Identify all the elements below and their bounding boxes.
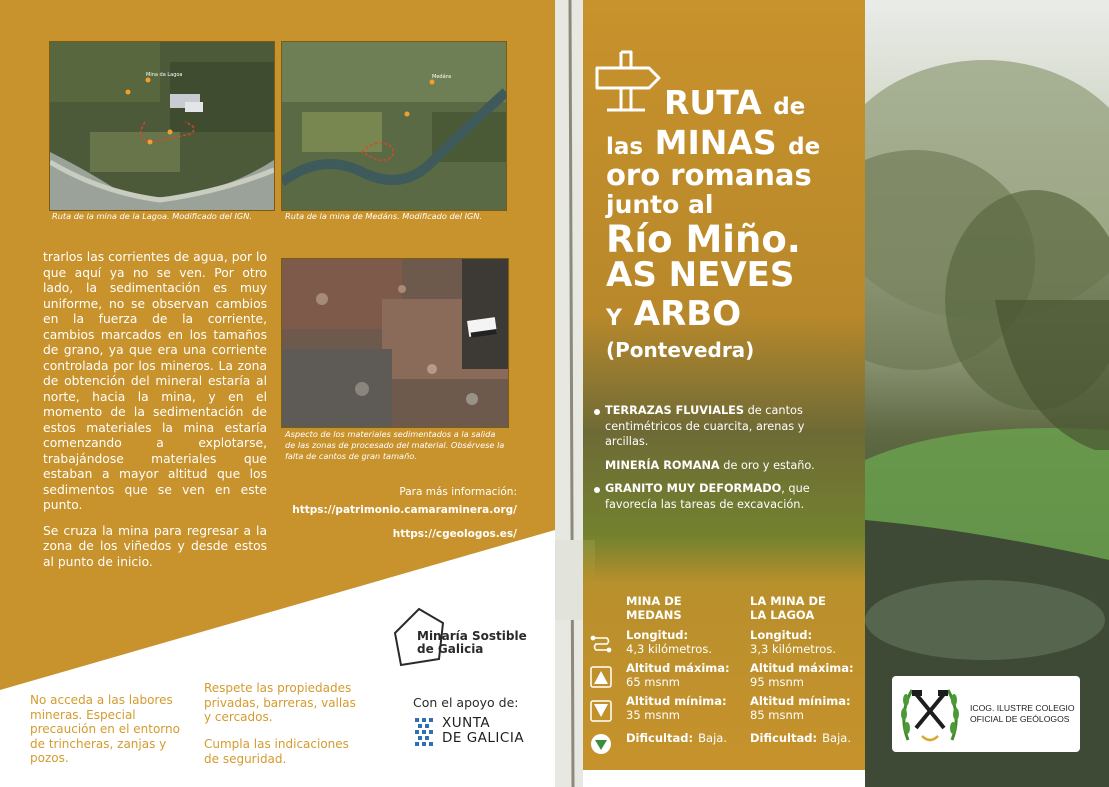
xunta-line2: DE GALICIA [442,730,525,746]
title-arbo: ARBO [633,294,742,334]
body-paragraph-1: trarlos las corrientes de agua, por lo que aquí ya no se ven. Por otro lado, la sedimentación es muy uniforme, no se observan cambios en la fuerza de la corriente, cambios marcados en los tamaños de grano, ya que era una corriente controlada por los mineros. La zona de obtención del mineral estaría al norte, hacia la mina, y en el momento de la sedimentación de estos materiales la mina estaría comenzando a explotarse, trabajándose materiales que estaban a mayor altitud que los sedimentos que se ven en este punto. [43,250,267,512]
feature-1-bold: TERRAZAS FLUVIALES [605,404,744,417]
title-de-1: de [773,94,806,120]
body-text [43,250,267,580]
minaria-logo-line2: de Galicia [417,642,484,656]
sediment-photo [281,258,509,428]
icog-line2: OFICIAL DE GEÓLOGOS [970,714,1070,724]
bullet-dot-icon [594,487,600,493]
title-y: Y [606,306,622,331]
min-altitude-icon [590,700,612,722]
xunta-line1: XUNTA [442,715,491,731]
minaria-logo-text [417,630,527,656]
feature-2-rest: de oro y estaño. [719,458,815,472]
title-line-8: (Pontevedra) [606,338,755,362]
col1-max-alt-value: 65 msnm [626,675,680,689]
info-label: Para más información: [399,486,517,498]
feature-3-rest: , que favorecía las tareas de excavación. [605,482,810,511]
feature-3-bold: GRANITO MUY DEFORMADO [605,482,782,495]
difficulty-icon [590,733,612,755]
title-minas: MINAS [654,123,777,162]
col1-difficulty-value: Baja. [698,731,727,745]
col1-max-alt-label: Altitud máxima: [626,661,730,675]
title-line-3: oro romanas [606,158,812,192]
xunta-logo-text [442,716,524,746]
icog-logo [892,676,1080,752]
col1-min-alt-value: 35 msnm [626,708,680,722]
feature-1-rest: de cantos centimétricos de cuarcita, arenas y arcillas. [605,404,805,448]
title-line-6: AS NEVES [606,255,795,295]
title-line-1 [664,83,806,122]
photo-caption: Aspecto de los materiales sedimentados a la salida de las zonas de procesado del material. Obsérvese la falta de cantos de gran tamaño. [285,429,505,461]
support-label: Con el apoyo de: [413,695,519,710]
col2-length-value: 3,3 kilómetros. [750,642,836,656]
icog-emblem-icon [898,680,962,748]
signpost-icon [593,48,663,114]
max-altitude-icon [590,666,612,688]
title-line-5: Río Miño. [606,218,801,261]
bullet-dot-icon [594,409,600,415]
title-ruta: RUTA [664,83,762,122]
feature-item-3 [593,481,833,512]
feature-2-bold: MINERÍA ROMANA [605,458,720,472]
title-de-2: de [788,134,821,160]
map-lagoa [49,41,275,211]
link-cgeologos[interactable]: https://cgeologos.es/ [392,528,517,540]
title-las: las [606,134,644,160]
map1-label: Mina da Lagoa [146,72,183,78]
icog-text [970,703,1075,725]
col2-length-label: Longitud: [750,628,813,642]
col1-length-value: 4,3 kilómetros. [626,642,712,656]
feature-list [593,403,833,512]
col1-title: MINA DE MEDANS [626,594,682,622]
col2-max-alt-label: Altitud máxima: [750,661,854,675]
title-line-2 [606,123,821,162]
col2-min-alt-label: Altitud mínima: [750,694,851,708]
warning-2: Respete las propiedades privadas, barreras, vallas y cercados. [204,681,356,725]
col2-min-alt-value: 85 msnm [750,708,804,722]
feature-item-2 [593,458,833,474]
link-camaraminera[interactable]: https://patrimonio.camaraminera.org/ [292,504,517,516]
body-paragraph-2: Se cruza la mina para regresar a la zona de los viñedos y desde estos al punto de inicio. [43,523,267,569]
col1-difficulty-label: Dificultad: [626,731,694,745]
title-line-7 [606,294,742,334]
col2-difficulty-value: Baja. [822,731,851,745]
feature-item-1 [593,403,833,450]
map2-caption: Ruta de la mina de Medáns. Modificado del IGN. [285,211,483,221]
col1-min-alt-label: Altitud mínima: [626,694,727,708]
title-line-4: junto al [606,190,714,219]
minaria-logo-line1: Minaría Sostible [417,629,527,643]
map2-label: Medáns [432,74,452,80]
icog-line1: ICOG. ILUSTRE COLEGIO [970,703,1075,713]
map1-caption: Ruta de la mina de la Lagoa. Modificado del IGN. [52,211,252,221]
col2-stats [750,628,860,746]
col2-max-alt-value: 95 msnm [750,675,804,689]
map-medans [281,41,507,211]
xunta-flag-icon [413,716,435,748]
col1-stats [626,628,736,746]
col2-title: LA MINA DE LA LAGOA [750,594,826,622]
col1-length-label: Longitud: [626,628,689,642]
length-icon [590,633,612,655]
warning-1: No acceda a las labores mineras. Especial precaución en el entorno de trincheras, zanjas y pozos. [30,693,180,766]
col2-difficulty-label: Dificultad: [750,731,818,745]
warning-3: Cumpla las indicaciones de seguridad. [204,737,349,766]
